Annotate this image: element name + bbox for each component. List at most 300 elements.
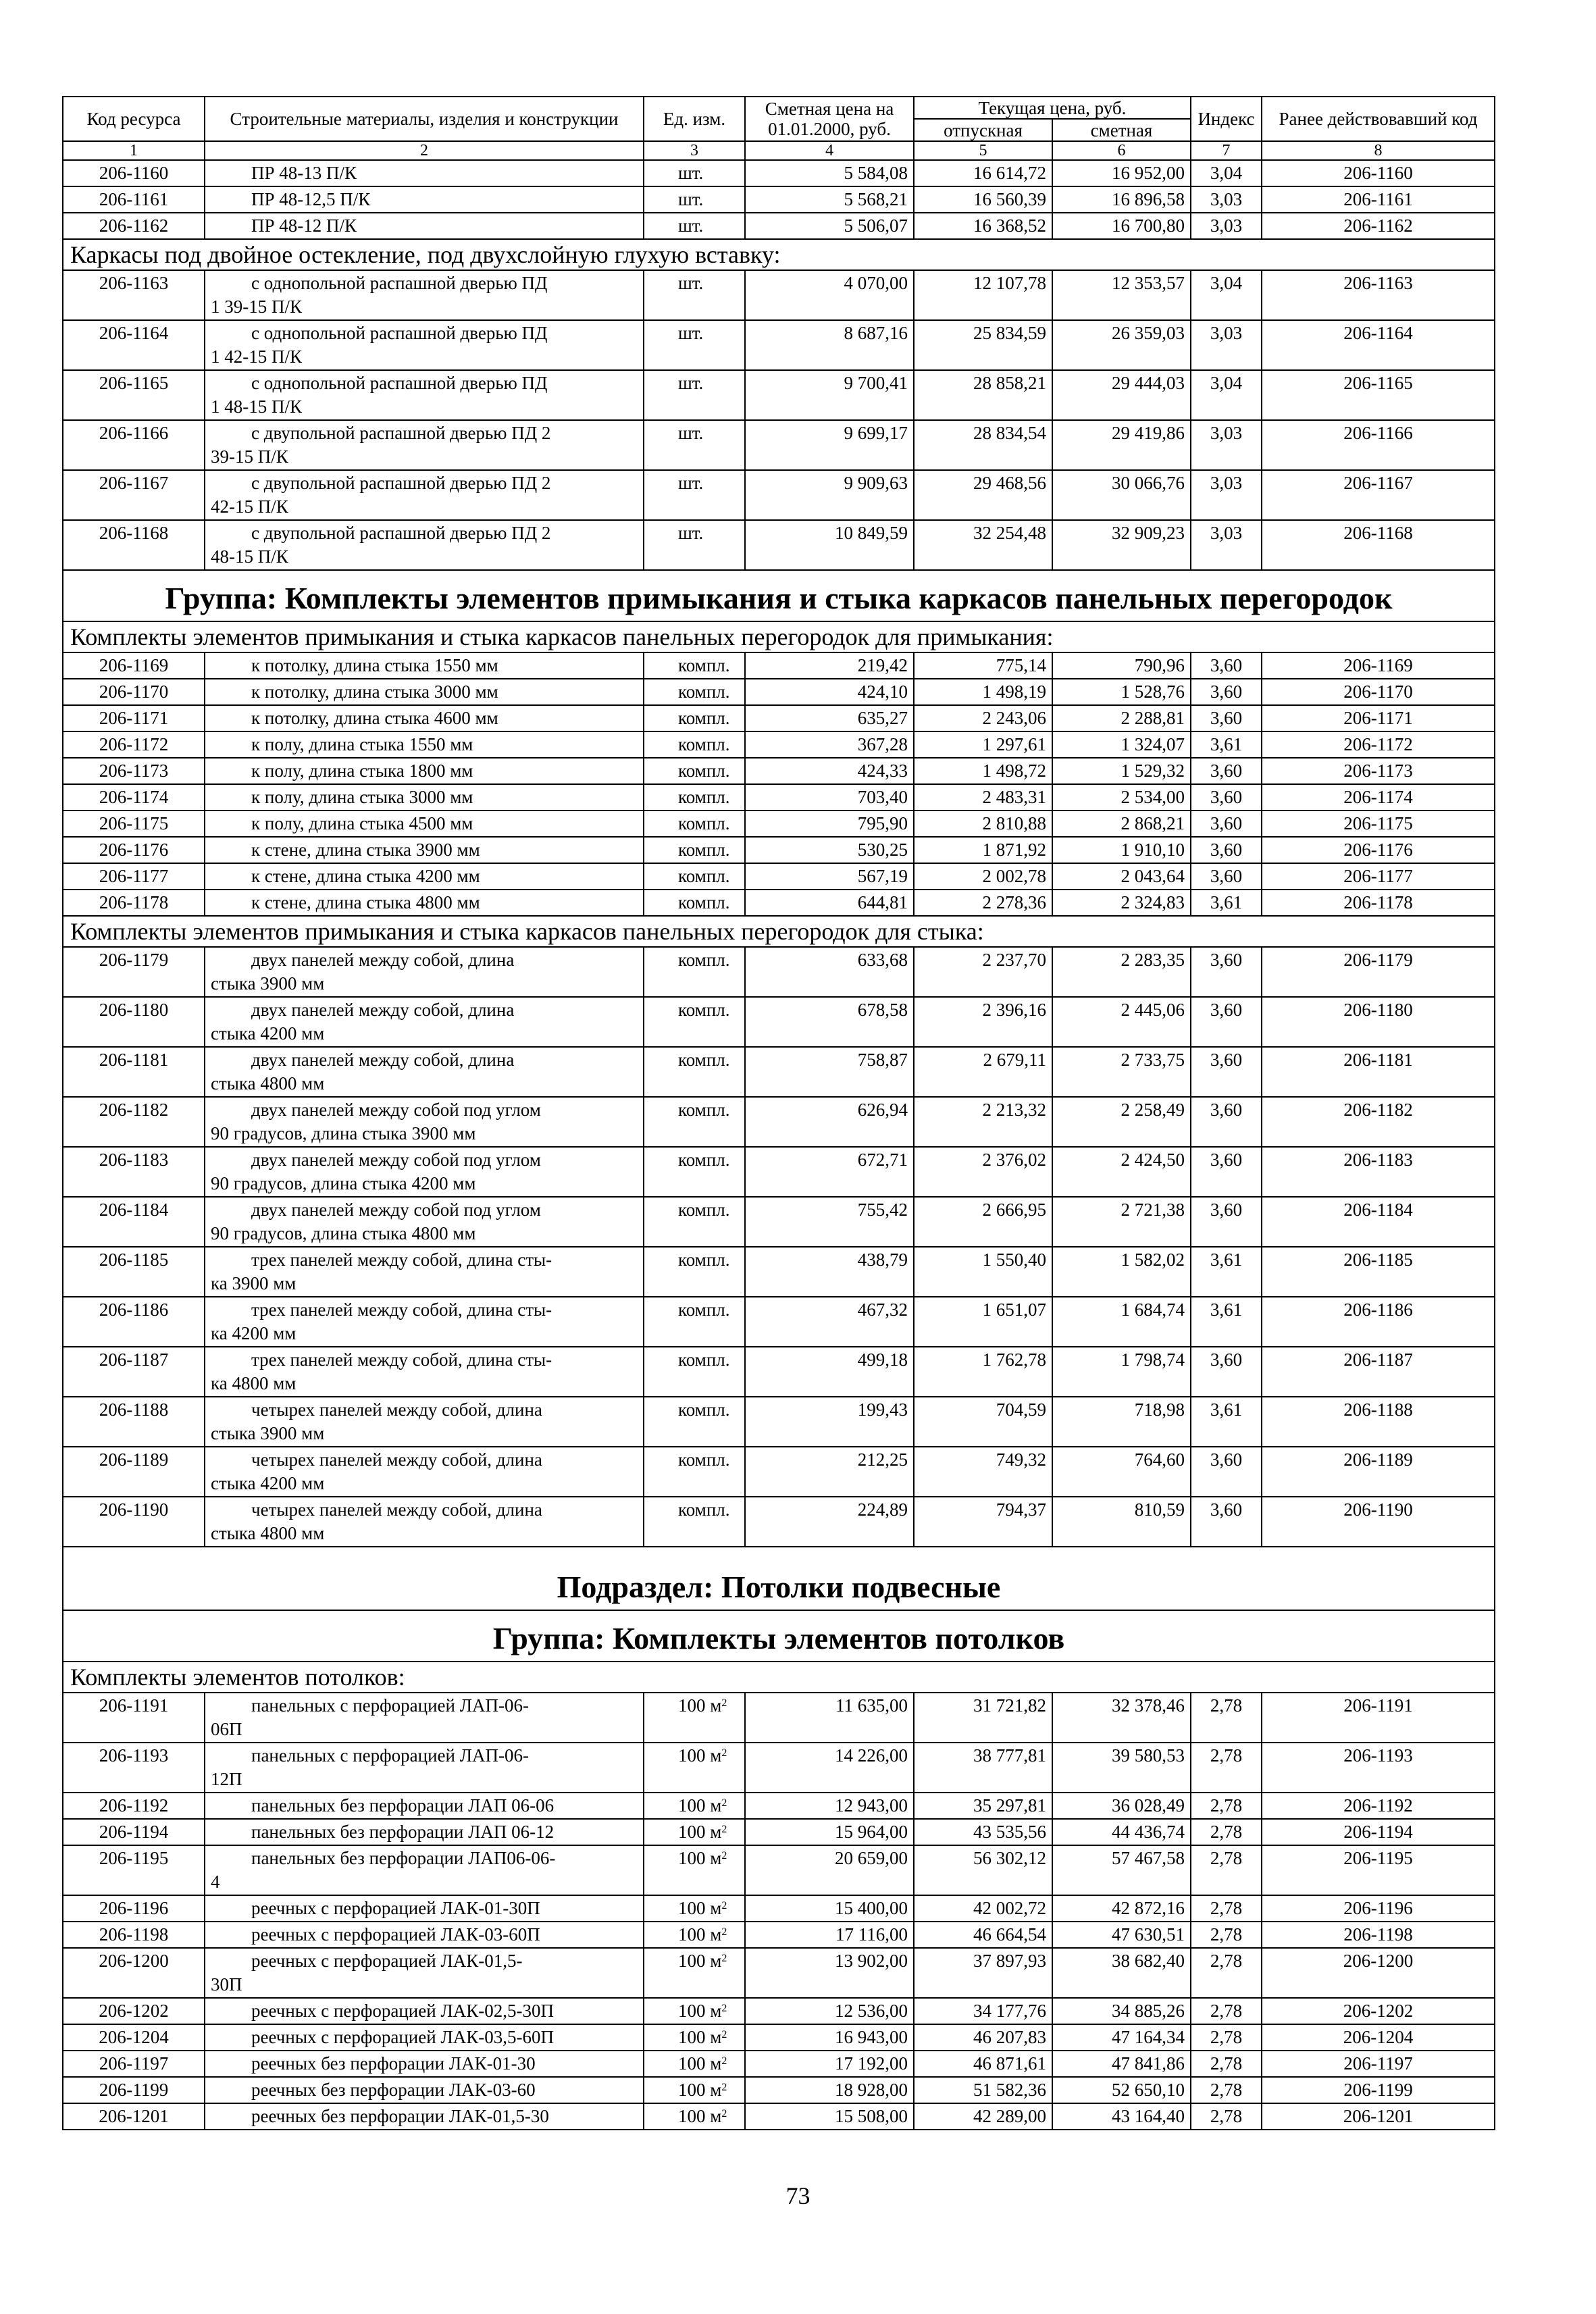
material-name-line2: ка 4200 мм [211,1323,297,1343]
material-name-line2: ка 4800 мм [211,1373,297,1393]
price-index: 3,03 [1191,520,1262,570]
unit [644,1047,745,1097]
base-price: 755,42 [745,1197,914,1247]
release-price: 16 560,39 [914,186,1052,213]
table-row [63,731,1495,758]
release-price: 749,32 [914,1447,1052,1497]
release-price: 42 289,00 [914,2103,1052,2130]
release-price: 42 002,72 [914,1895,1052,1922]
price-index: 3,60 [1191,784,1262,811]
estimate-price: 29 419,86 [1052,420,1191,470]
base-price: 20 659,00 [745,1845,914,1895]
resource-code: 206-1204 [63,2024,205,2051]
estimate-price: 16 896,58 [1052,186,1191,213]
table-row [63,1247,1495,1297]
base-price: 224,89 [745,1497,914,1547]
colnum: 2 [205,141,644,160]
resource-code: 206-1184 [63,1197,205,1247]
table-body [63,160,1495,2130]
previous-code: 206-1188 [1262,1397,1495,1447]
column-numbers-row [63,141,1495,160]
base-price: 424,33 [745,758,914,784]
base-price: 5 568,21 [745,186,914,213]
unit [644,758,745,784]
unit [644,784,745,811]
base-price: 5 506,07 [745,213,914,239]
estimate-price: 47 841,86 [1052,2051,1191,2077]
release-price: 2 483,31 [914,784,1052,811]
unit [644,1998,745,2024]
resource-code: 206-1175 [63,811,205,837]
price-index: 3,60 [1191,652,1262,679]
estimate-price: 12 353,57 [1052,270,1191,320]
release-price: 16 614,72 [914,160,1052,186]
unit [644,1447,745,1497]
material-name [205,1197,644,1247]
base-price: 15 400,00 [745,1895,914,1922]
section-heading-row [63,1547,1495,1610]
header-name: Строительные материалы, изделия и конструкции [205,97,644,141]
subcategory-title: Комплекты элементов примыкания и стыка каркасов панельных перегородок для примыкания: [63,621,1495,652]
release-price: 43 535,56 [914,1819,1052,1845]
material-name [205,213,644,239]
unit-superscript: 2 [721,2082,727,2093]
price-index: 3,60 [1191,1147,1262,1197]
material-name [205,1097,644,1147]
previous-code: 206-1193 [1262,1743,1495,1793]
resource-code: 206-1200 [63,1948,205,1998]
unit [644,160,745,186]
unit-text: шт. [678,373,704,393]
resource-code: 206-1201 [63,2103,205,2130]
price-index: 3,03 [1191,320,1262,370]
unit-text: компл. [678,1300,730,1320]
resource-code: 206-1178 [63,890,205,916]
resource-code: 206-1161 [63,186,205,213]
table-row [63,758,1495,784]
resource-code: 206-1187 [63,1347,205,1397]
material-name [205,270,644,320]
material-name-line1: с однопольной распашной дверью ПД [251,323,548,343]
material-name-line1: с однопольной распашной дверью ПД [251,373,548,393]
estimate-price: 39 580,53 [1052,1743,1191,1793]
subcategory-row [63,239,1495,270]
resource-code: 206-1164 [63,320,205,370]
material-name-line1: к полу, длина стыка 4500 мм [251,813,473,833]
unit-text: 100 м [678,2106,722,2126]
resource-code: 206-1179 [63,947,205,997]
price-index: 3,60 [1191,1347,1262,1397]
material-name [205,784,644,811]
previous-code: 206-1160 [1262,160,1495,186]
material-name-line1: ПР 48-12,5 П/К [251,189,371,209]
previous-code: 206-1176 [1262,837,1495,863]
release-price: 1 651,07 [914,1297,1052,1347]
resource-code: 206-1172 [63,731,205,758]
estimate-price: 1 910,10 [1052,837,1191,863]
unit [644,1793,745,1819]
material-name-line1: панельных без перфорации ЛАП06-06- [251,1848,556,1868]
unit [644,863,745,890]
resource-code: 206-1192 [63,1793,205,1819]
table-row [63,705,1495,731]
base-price: 367,28 [745,731,914,758]
material-name [205,1743,644,1793]
unit-text: компл. [678,813,730,833]
material-name [205,520,644,570]
resource-code: 206-1173 [63,758,205,784]
resource-code: 206-1163 [63,270,205,320]
price-index: 3,61 [1191,890,1262,916]
price-index: 3,60 [1191,1497,1262,1547]
previous-code: 206-1181 [1262,1047,1495,1097]
price-index: 3,04 [1191,270,1262,320]
unit-text: компл. [678,1349,730,1370]
material-name [205,2051,644,2077]
estimate-price: 16 952,00 [1052,160,1191,186]
previous-code: 206-1162 [1262,213,1495,239]
resource-code: 206-1165 [63,370,205,420]
material-name [205,2077,644,2103]
table-row [63,213,1495,239]
estimate-price: 2 868,21 [1052,811,1191,837]
base-price: 9 700,41 [745,370,914,420]
base-price: 672,71 [745,1147,914,1197]
base-price: 635,27 [745,705,914,731]
table-row [63,1397,1495,1447]
release-price: 775,14 [914,652,1052,679]
unit-text: шт. [678,423,704,443]
resource-code: 206-1190 [63,1497,205,1547]
price-index: 3,03 [1191,420,1262,470]
release-price: 12 107,78 [914,270,1052,320]
release-price: 46 871,61 [914,2051,1052,2077]
unit-superscript: 2 [721,1747,727,1759]
previous-code: 206-1183 [1262,1147,1495,1197]
material-name-line1: реечных без перфорации ЛАК-01-30 [251,2053,536,2074]
previous-code: 206-1191 [1262,1693,1495,1743]
unit-text: 100 м [678,1695,722,1716]
previous-code: 206-1172 [1262,731,1495,758]
table-row [63,1497,1495,1547]
base-price: 11 635,00 [745,1693,914,1743]
unit-text: компл. [678,1050,730,1070]
release-price: 1 498,19 [914,679,1052,705]
table-row [63,863,1495,890]
unit-text: компл. [678,1399,730,1420]
table-row [63,1297,1495,1347]
unit [644,679,745,705]
base-price: 424,10 [745,679,914,705]
release-price: 38 777,81 [914,1743,1052,1793]
material-name-line2: 1 48-15 П/К [211,396,302,417]
unit [644,1845,745,1895]
release-price: 2 376,02 [914,1147,1052,1197]
colnum: 6 [1052,141,1191,160]
table-row [63,1197,1495,1247]
material-name-line1: двух панелей между собой под углом [251,1150,541,1170]
material-name-line2: 1 39-15 П/К [211,297,302,317]
price-index: 2,78 [1191,1819,1262,1845]
header-prev-code: Ранее действовавший код [1262,97,1495,141]
material-name-line1: к стене, длина стыка 3900 мм [251,840,480,860]
estimate-price: 2 445,06 [1052,997,1191,1047]
release-price: 37 897,93 [914,1948,1052,1998]
estimate-price: 2 424,50 [1052,1147,1191,1197]
colnum: 5 [914,141,1052,160]
unit-text: компл. [678,682,730,702]
header-row [63,97,1495,119]
unit-superscript: 2 [721,1926,727,1938]
resource-code: 206-1162 [63,213,205,239]
resource-code: 206-1197 [63,2051,205,2077]
unit-superscript: 2 [721,1850,727,1861]
release-price: 56 302,12 [914,1845,1052,1895]
unit [644,731,745,758]
unit [644,1948,745,1998]
previous-code: 206-1175 [1262,811,1495,837]
material-name [205,731,644,758]
material-name [205,160,644,186]
group-title: Группа: Комплекты элементов потолков [63,1610,1495,1662]
resource-code: 206-1188 [63,1397,205,1447]
previous-code: 206-1170 [1262,679,1495,705]
release-price: 2 243,06 [914,705,1052,731]
release-price: 2 237,70 [914,947,1052,997]
unit-superscript: 2 [721,2055,727,2067]
previous-code: 206-1182 [1262,1097,1495,1147]
unit-text: компл. [678,1200,730,1220]
release-price: 35 297,81 [914,1793,1052,1819]
base-price: 18 928,00 [745,2077,914,2103]
release-price: 704,59 [914,1397,1052,1447]
unit-text: 100 м [678,1848,722,1868]
estimate-price: 1 528,76 [1052,679,1191,705]
material-name [205,1297,644,1347]
material-name-line1: реечных с перфорацией ЛАК-03-60П [251,1924,540,1945]
resource-code: 206-1160 [63,160,205,186]
material-name [205,1447,644,1497]
unit-text: компл. [678,1449,730,1470]
unit-superscript: 2 [721,2029,727,2040]
release-price: 1 550,40 [914,1247,1052,1297]
table-row [63,1047,1495,1097]
table-row [63,2051,1495,2077]
release-price: 28 834,54 [914,420,1052,470]
table-row [63,1819,1495,1845]
unit-text: компл. [678,655,730,675]
material-name [205,2103,644,2130]
estimate-price: 47 164,34 [1052,2024,1191,2051]
subcategory-title: Каркасы под двойное остекление, под двухслойную глухую вставку: [63,239,1495,270]
unit-superscript: 2 [721,1797,727,1809]
unit [644,705,745,731]
unit [644,1397,745,1447]
price-index: 3,60 [1191,837,1262,863]
estimate-price: 38 682,40 [1052,1948,1191,1998]
table-row [63,947,1495,997]
price-index: 3,60 [1191,1047,1262,1097]
base-price: 212,25 [745,1447,914,1497]
unit-text: 100 м [678,1795,722,1816]
material-name-line1: четырех панелей между собой, длина [251,1499,542,1520]
release-price: 1 871,92 [914,837,1052,863]
material-name-line1: к полу, длина стыка 1800 мм [251,761,473,781]
release-price: 46 207,83 [914,2024,1052,2051]
material-name-line1: панельных с перфорацией ЛАП-06- [251,1745,530,1766]
table-row [63,2077,1495,2103]
resource-code: 206-1176 [63,837,205,863]
price-index: 2,78 [1191,1922,1262,1948]
release-price: 29 468,56 [914,470,1052,520]
release-price: 28 858,21 [914,370,1052,420]
estimate-price: 42 872,16 [1052,1895,1191,1922]
previous-code: 206-1180 [1262,997,1495,1047]
resource-code: 206-1198 [63,1922,205,1948]
release-price: 46 664,54 [914,1922,1052,1948]
previous-code: 206-1171 [1262,705,1495,731]
unit [644,1297,745,1347]
material-name-line2: 4 [211,1872,220,1892]
material-name-line1: панельных с перфорацией ЛАП-06- [251,1695,530,1716]
material-name-line2: ка 3900 мм [211,1273,297,1293]
estimate-price: 43 164,40 [1052,2103,1191,2130]
previous-code: 206-1196 [1262,1895,1495,1922]
estimate-price: 764,60 [1052,1447,1191,1497]
previous-code: 206-1201 [1262,2103,1495,2130]
price-index: 3,03 [1191,470,1262,520]
unit-text: 100 м [678,1822,722,1842]
unit [644,1819,745,1845]
previous-code: 206-1178 [1262,890,1495,916]
table-row [63,470,1495,520]
unit-text: 100 м [678,2080,722,2100]
material-name-line1: ПР 48-12 П/К [251,215,357,236]
table-row [63,1743,1495,1793]
unit [644,420,745,470]
material-name-line1: ПР 48-13 П/К [251,163,357,183]
resource-code: 206-1168 [63,520,205,570]
previous-code: 206-1198 [1262,1922,1495,1948]
previous-code: 206-1169 [1262,652,1495,679]
base-price: 8 687,16 [745,320,914,370]
base-price: 17 116,00 [745,1922,914,1948]
table-row [63,160,1495,186]
material-name [205,1895,644,1922]
unit [644,1197,745,1247]
section-title: Подраздел: Потолки подвесные [63,1547,1495,1610]
unit-superscript: 2 [721,2003,727,2014]
estimate-price: 1 529,32 [1052,758,1191,784]
price-index: 3,03 [1191,186,1262,213]
material-name-line2: стыка 3900 мм [211,1423,325,1443]
table-row [63,652,1495,679]
release-price: 16 368,52 [914,213,1052,239]
price-index: 2,78 [1191,2024,1262,2051]
table-row [63,370,1495,420]
price-index: 3,60 [1191,758,1262,784]
previous-code: 206-1174 [1262,784,1495,811]
unit-text: шт. [678,523,704,543]
unit [644,1247,745,1297]
material-name-line1: трех панелей между собой, длина сты- [251,1349,552,1370]
header-release-price: отпускная [914,119,1052,141]
release-price: 34 177,76 [914,1998,1052,2024]
table-row [63,679,1495,705]
material-name-line2: стыка 4800 мм [211,1523,325,1543]
unit [644,1693,745,1743]
price-index: 3,61 [1191,1247,1262,1297]
material-name-line1: двух панелей между собой, длина [251,1000,515,1020]
previous-code: 206-1163 [1262,270,1495,320]
base-price: 16 943,00 [745,2024,914,2051]
estimate-price: 2 283,35 [1052,947,1191,997]
previous-code: 206-1204 [1262,2024,1495,2051]
price-index: 3,60 [1191,863,1262,890]
resource-code: 206-1195 [63,1845,205,1895]
unit-text: 100 м [678,1745,722,1766]
resource-code: 206-1167 [63,470,205,520]
price-index: 3,60 [1191,947,1262,997]
unit-text: компл. [678,1000,730,1020]
material-name [205,1819,644,1845]
table-row [63,1793,1495,1819]
estimate-price: 29 444,03 [1052,370,1191,420]
material-name [205,420,644,470]
material-name-line1: трех панелей между собой, длина сты- [251,1300,552,1320]
unit [644,320,745,370]
table-row [63,270,1495,320]
price-index: 3,04 [1191,370,1262,420]
previous-code: 206-1194 [1262,1819,1495,1845]
base-price: 795,90 [745,811,914,837]
material-name-line2: 90 градусов, длина стыка 4800 мм [211,1223,476,1243]
base-price: 678,58 [745,997,914,1047]
unit [644,520,745,570]
resource-code: 206-1202 [63,1998,205,2024]
estimate-price: 30 066,76 [1052,470,1191,520]
colnum: 3 [644,141,745,160]
unit [644,2103,745,2130]
release-price: 1 762,78 [914,1347,1052,1397]
resource-code: 206-1199 [63,2077,205,2103]
price-index: 3,60 [1191,1447,1262,1497]
colnum: 7 [1191,141,1262,160]
price-index: 3,60 [1191,705,1262,731]
material-name-line1: реечных без перфорации ЛАК-03-60 [251,2080,536,2100]
table-row [63,837,1495,863]
resource-code: 206-1177 [63,863,205,890]
subcategory-title: Комплекты элементов примыкания и стыка каркасов панельных перегородок для стыка: [63,916,1495,947]
table-row [63,1147,1495,1197]
material-name [205,370,644,420]
material-name [205,1147,644,1197]
unit [644,1147,745,1197]
release-price: 2 396,16 [914,997,1052,1047]
release-price: 25 834,59 [914,320,1052,370]
material-name-line1: двух панелей между собой под углом [251,1200,541,1220]
resource-code: 206-1181 [63,1047,205,1097]
previous-code: 206-1165 [1262,370,1495,420]
unit-text: компл. [678,950,730,970]
estimate-price: 1 684,74 [1052,1297,1191,1347]
unit-text: шт. [678,473,704,493]
header-base-price: Сметная цена на 01.01.2000, руб. [745,97,914,141]
price-index: 3,61 [1191,731,1262,758]
material-name-line2: стыка 4200 мм [211,1473,325,1493]
resource-code: 206-1171 [63,705,205,731]
base-price: 13 902,00 [745,1948,914,1998]
